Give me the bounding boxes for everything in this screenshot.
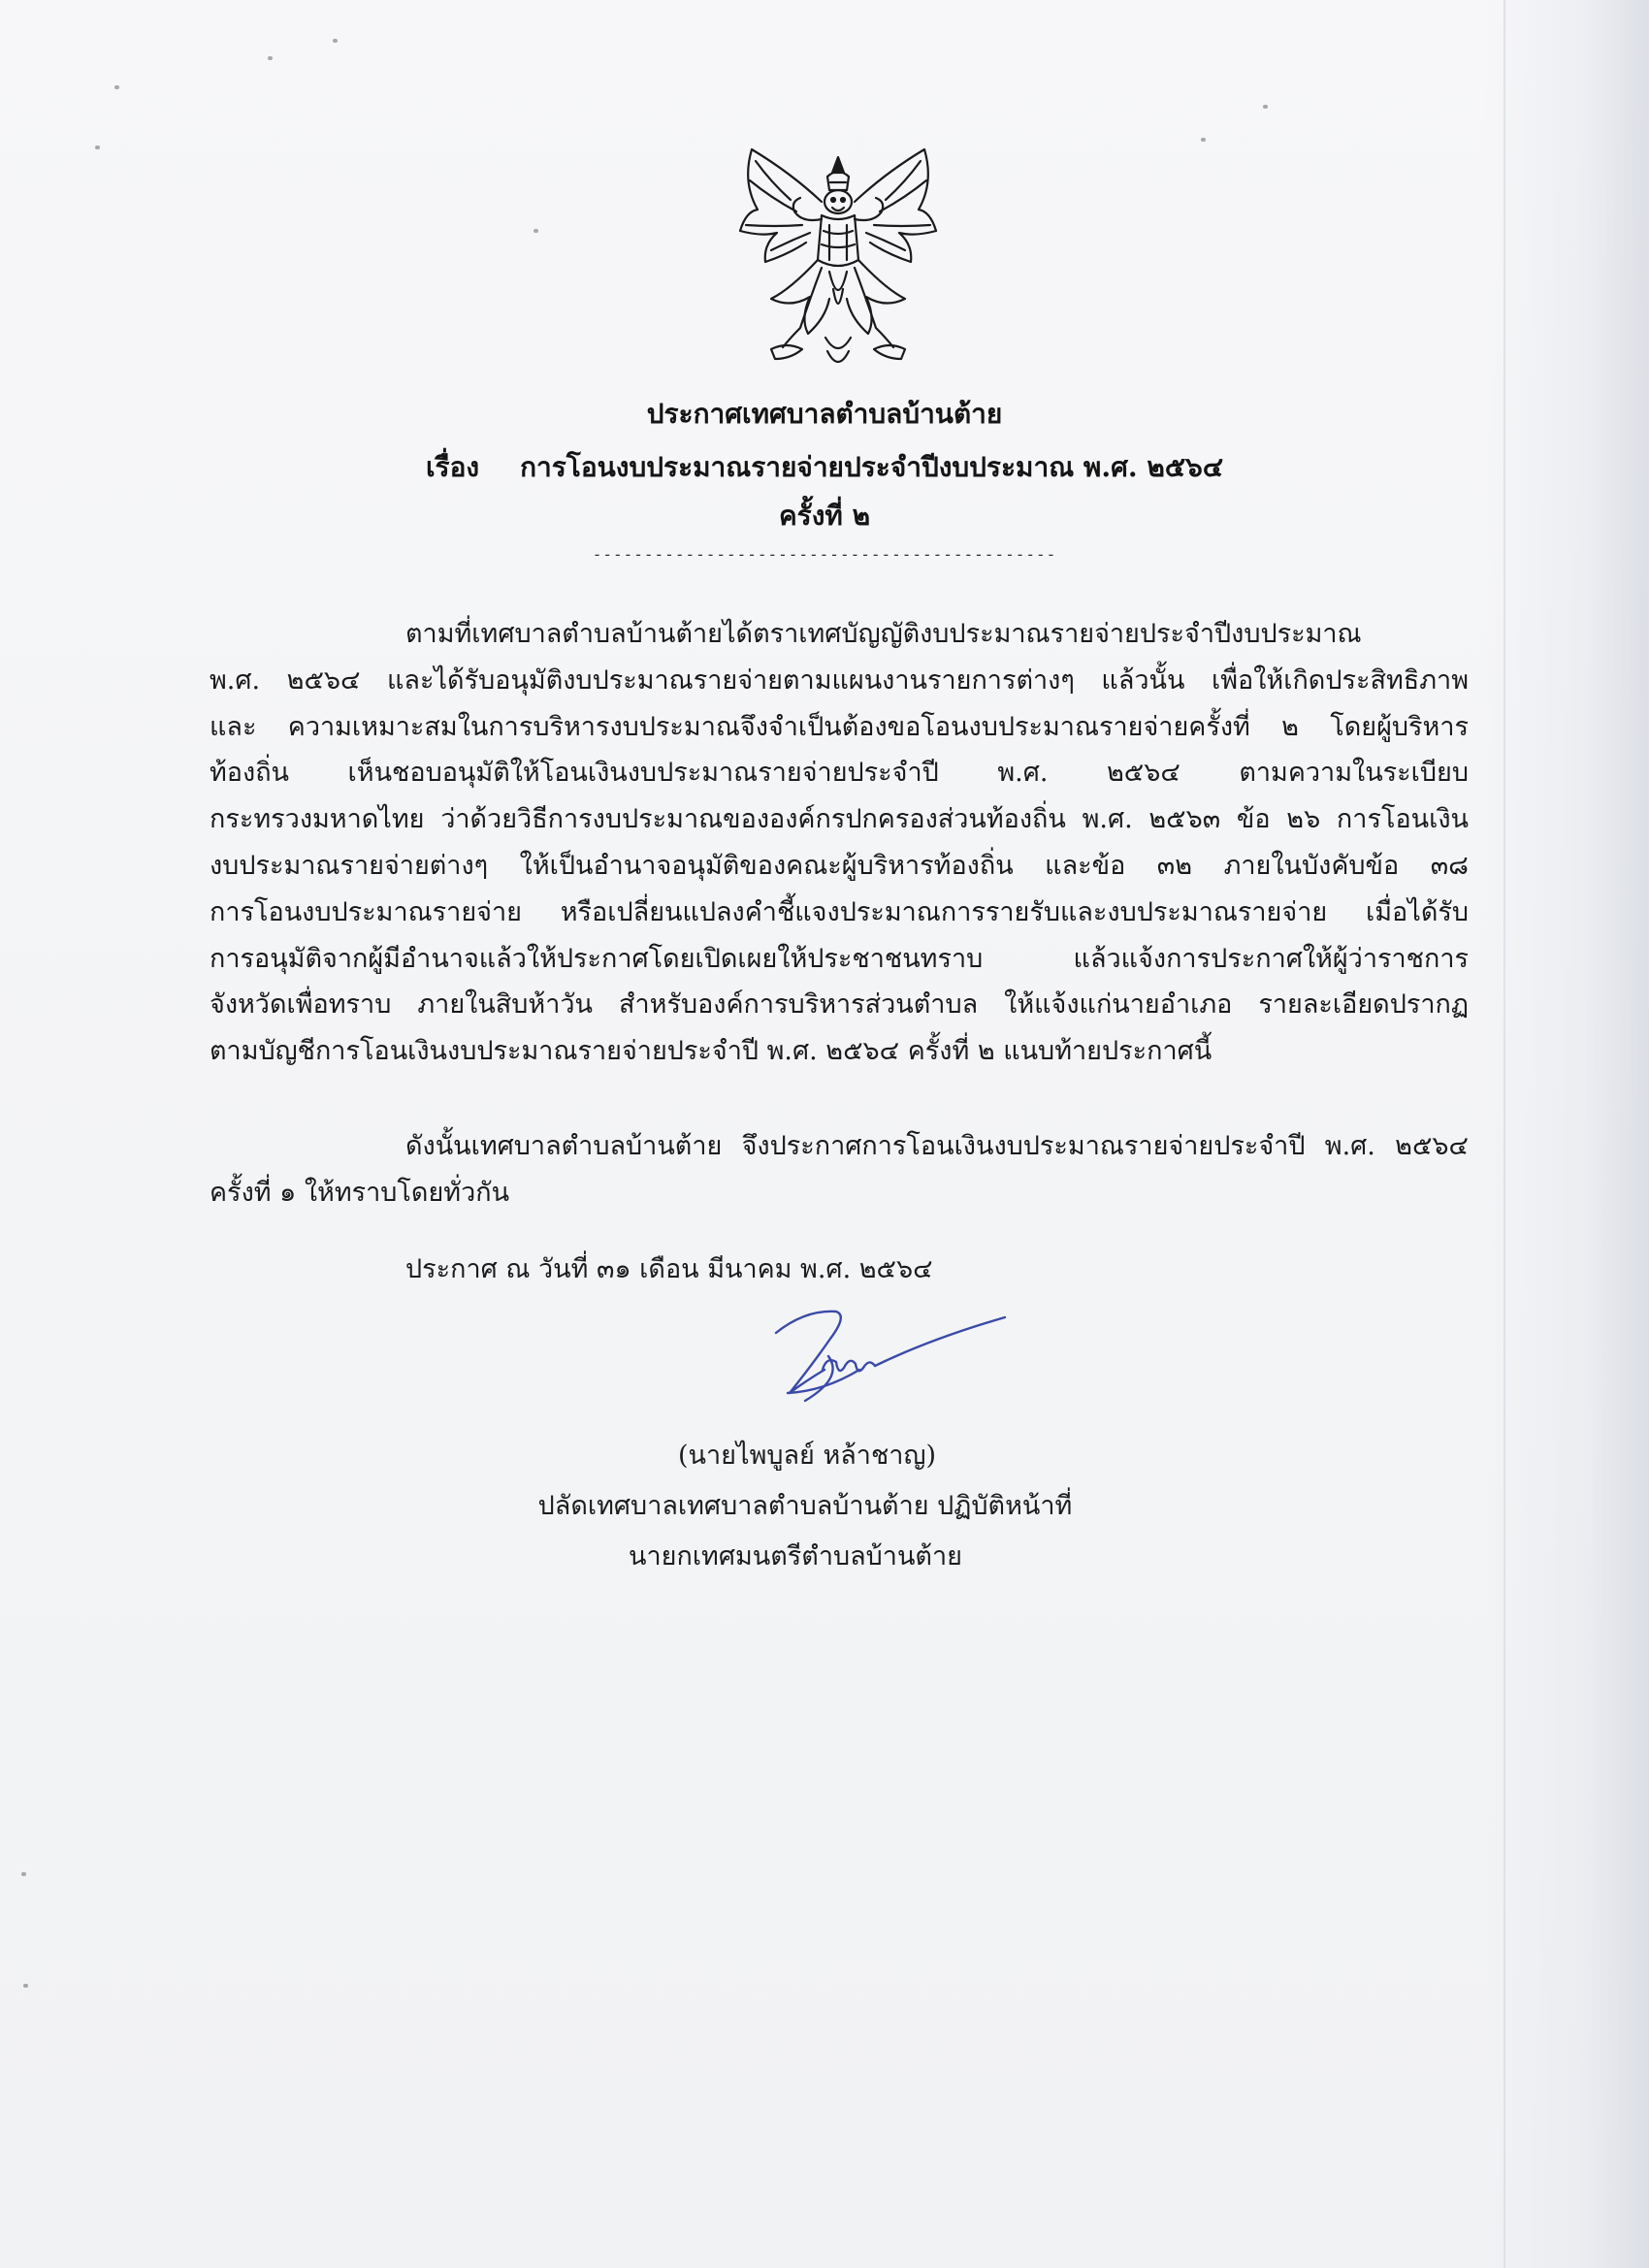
paragraph-line: ตามที่เทศบาลตำบลบ้านต้ายได้ตราเทศบัญญัติงบประมาณรายจ่ายประจำปีงบประมาณ: [405, 619, 1362, 649]
announcement-date: ประกาศ ณ วันที่ ๓๑ เดือน มีนาคม พ.ศ. ๒๕๖๔: [405, 1254, 933, 1284]
title-separator: ---------------------------------------------: [592, 545, 1057, 564]
signatory-position: ปลัดเทศบาลเทศบาลตำบลบ้านต้าย ปฏิบัติหน้าที่: [537, 1491, 1073, 1521]
scan-speck: [1201, 138, 1206, 142]
paragraph-line: ตามบัญชีการโอนเงินงบประมาณรายจ่ายประจำปี พ.ศ. ๒๕๖๔ ครั้งที่ ๒ แนบท้ายประกาศนี้: [210, 1036, 1212, 1067]
body-paragraph-2: [210, 1123, 1469, 1216]
garuda-emblem-icon: [732, 144, 944, 376]
paragraph-line: ดังนั้นเทศบาลตำบลบ้านต้าย จึงประกาศการโอนเงินงบประมาณรายจ่ายประจำปี พ.ศ. ๒๕๖๔: [405, 1131, 1469, 1161]
body-paragraph-1: [210, 611, 1469, 1075]
handwritten-signature: [766, 1300, 1018, 1416]
announcement-subject-line: [0, 446, 1649, 489]
scan-speck: [333, 39, 338, 43]
signatory-name: (นายไพบูลย์ หล้าชาญ): [678, 1441, 936, 1471]
scan-speck: [114, 85, 119, 89]
paragraph-line: การอนุมัติจากผู้มีอำนาจแล้วให้ประกาศโดยเปิดเผยให้ประชาชนทราบ แล้วแจ้งการประกาศให้ผู้ว่าราชการ: [210, 943, 1469, 974]
paragraph-line: จังหวัดเพื่อทราบ ภายในสิบห้าวัน สำหรับองค์การบริหารส่วนตำบล ให้แจ้งแก่นายอำเภอ รายละเอียดปรากฏ: [210, 989, 1469, 1021]
paragraph-line: งบประมาณรายจ่ายต่างๆ ให้เป็นอำนาจอนุมัติของคณะผู้บริหารท้องถิ่น และข้อ ๓๒ ภายในบังคับข้อ ๓๘: [210, 850, 1469, 881]
scan-speck: [1263, 105, 1268, 109]
scan-speck: [23, 1984, 28, 1988]
page-fold-shadow: [1484, 0, 1649, 2268]
paragraph-line: กระทรวงมหาดไทย ว่าด้วยวิธีการงบประมาณขององค์กรปกครองส่วนท้องถิ่น พ.ศ. ๒๕๖๓ ข้อ ๒๖ การโอนเงิน: [210, 804, 1469, 835]
announcement-round: ครั้งที่ ๒: [778, 500, 871, 532]
announcement-subject: การโอนงบประมาณรายจ่ายประจำปีงบประมาณ พ.ศ. ๒๕๖๔: [520, 451, 1224, 483]
paragraph-line: พ.ศ. ๒๕๖๔ และได้รับอนุมัติงบประมาณรายจ่ายตามแผนงานรายการต่างๆ แล้วนั้น เพื่อให้เกิดประสิทธิภาพ: [210, 664, 1469, 696]
scan-speck: [534, 229, 538, 233]
scan-speck: [95, 146, 100, 149]
announcement-title: ประกาศเทศบาลตำบลบ้านต้าย: [646, 398, 1003, 430]
paragraph-line: และ ความเหมาะสมในการบริหารงบประมาณจึงจำเป็นต้องขอโอนงบประมาณรายจ่ายครั้งที่ ๒ โดยผู้บริหาร: [210, 711, 1469, 742]
signatory-acting-title: นายกเทศมนตรีตำบลบ้านต้าย: [629, 1541, 962, 1571]
scan-speck: [268, 56, 273, 60]
subject-label: เรื่อง: [425, 451, 480, 483]
paragraph-line: การโอนงบประมาณรายจ่าย หรือเปลี่ยนแปลงคำชี้แจงประมาณการรายรับและงบประมาณรายจ่าย เมื่อได้รับ: [210, 896, 1469, 927]
page-fold-line: [1504, 0, 1505, 2268]
scan-speck: [21, 1872, 26, 1876]
paragraph-line: ท้องถิ่น เห็นชอบอนุมัติให้โอนเงินงบประมาณรายจ่ายประจำปี พ.ศ. ๒๕๖๔ ตามความในระเบียบ: [210, 758, 1469, 789]
paragraph-line: ครั้งที่ ๑ ให้ทราบโดยทั่วกัน: [210, 1177, 510, 1208]
